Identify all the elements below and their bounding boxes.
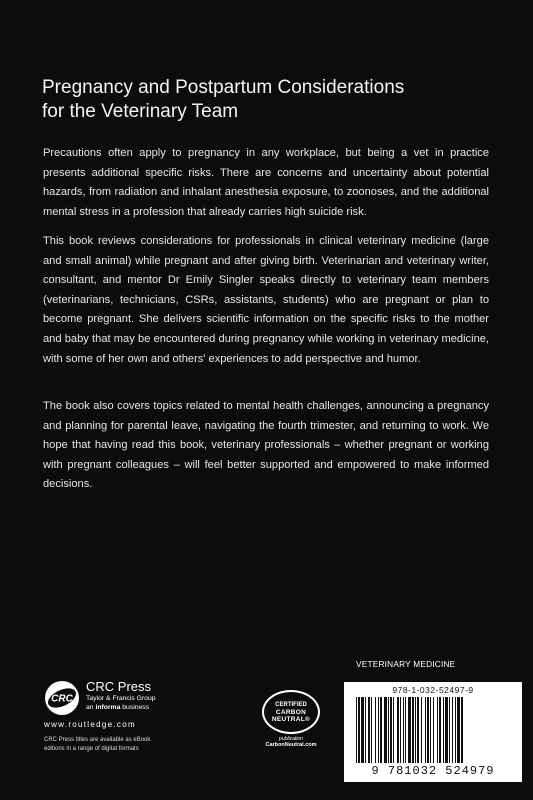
barcode-bar xyxy=(439,697,441,763)
blurb-paragraph-2: This book reviews considerations for professionals in clinical veterinary medicine (large and small animal) while pregnant and after giving birth. Veterinarian and veterinary writer, consultant, and mentor Dr Emily Singler speaks directly to veterinary team members (veterinarians, technicians, CSRs, assistants, students) who are pregnant or plan to become pregnant. She delivers scientific information on the specific risks to the mother and baby that may be encountered during pregnancy while working in veterinary medicine, with some of her own and others' experiences to add perspective and humor. xyxy=(43,235,489,365)
carbon-certified: CERTIFIED xyxy=(275,701,307,708)
barcode-bar xyxy=(443,697,444,763)
publisher-business xyxy=(86,703,156,712)
barcode-bar xyxy=(433,697,434,763)
title-line-2: for the Veterinary Team xyxy=(42,101,239,122)
barcode-bar xyxy=(415,697,416,763)
barcode-bar xyxy=(390,697,392,763)
barcode-bar xyxy=(457,697,460,763)
isbn-number: 978-1-032-52497-9 xyxy=(392,685,474,695)
barcode-bar xyxy=(421,697,422,763)
subject-category: VETERINARY MEDICINE xyxy=(356,659,456,669)
book-title xyxy=(42,76,482,124)
carbon-neutral-logo xyxy=(256,690,326,748)
barcode-bar xyxy=(356,697,357,763)
publisher-group: Taylor & Francis Group xyxy=(86,695,156,702)
barcode-bar xyxy=(375,697,376,763)
barcode-bar xyxy=(371,697,372,763)
barcode-bar xyxy=(425,697,426,763)
barcode-bar xyxy=(445,697,448,763)
barcode-bar xyxy=(393,697,394,763)
barcode-bar xyxy=(403,697,404,763)
crc-logo-text: CRC xyxy=(51,693,73,705)
ebook-note: CRC Press titles are available as eBook editions in a range of digital formats xyxy=(44,737,151,752)
barcode-bar xyxy=(412,697,414,763)
barcode-bar xyxy=(358,697,360,763)
barcode-bar xyxy=(427,697,429,763)
barcode-bar xyxy=(384,697,387,763)
crc-press-logo-icon xyxy=(44,680,80,716)
publisher-url: www.routledge.com xyxy=(44,720,136,729)
barcode-bar xyxy=(405,697,406,763)
barcode-bar xyxy=(368,697,370,763)
carbon-word: CARBON xyxy=(275,708,307,716)
title-line-1: Pregnancy and Postpartum Considerations xyxy=(42,77,405,98)
business-suffix: business xyxy=(120,704,150,711)
barcode-bar xyxy=(397,697,399,763)
carbon-publication: publication xyxy=(279,736,303,742)
carbon-url: CarbonNeutral.com xyxy=(265,742,317,748)
neutral-word: NEUTRAL® xyxy=(271,715,311,723)
barcode-bar xyxy=(452,697,453,763)
barcode-bar xyxy=(400,697,401,763)
carbon-neutral-icon xyxy=(262,690,320,734)
barcode-bar xyxy=(430,697,431,763)
barcode-bar xyxy=(361,697,364,763)
barcode-bar xyxy=(449,697,450,763)
barcode-bar xyxy=(461,697,463,763)
blurb-paragraph-1: Precautions often apply to pregnancy in any workplace, but being a vet in practice presents additional specific risks. There are concerns and uncertainty about potential hazards, from radiation and inhalant anesthesia exposure, to zoonoses, and the additional mental stress in a profession that already carries high suicide risk. xyxy=(43,147,489,218)
isbn-barcode xyxy=(344,682,522,782)
publisher-name: CRC Press xyxy=(86,679,152,694)
blurb-paragraph-3: The book also covers topics related to mental health challenges, announcing a pregnancy and planning for parental leave, navigating the fourth trimester, and returning to work. We hope that having read this book, veterinary professionals – whether pregnant or working with pregnant colleagues – will feel better supported and empowered to make informed decisions. xyxy=(43,400,489,491)
publisher-block xyxy=(86,680,156,712)
barcode-bar xyxy=(408,697,411,763)
barcode-digits: 9 781032 524979 xyxy=(371,764,495,778)
barcode-bar xyxy=(417,697,419,763)
barcode-bar xyxy=(365,697,366,763)
barcode-icon xyxy=(354,697,512,763)
barcode-bar xyxy=(437,697,438,763)
business-bold: informa xyxy=(95,704,121,711)
barcode-bar xyxy=(380,697,382,763)
barcode-bar xyxy=(388,697,389,763)
business-prefix: an xyxy=(86,704,96,711)
barcode-bar xyxy=(455,697,456,763)
barcode-bar xyxy=(378,697,379,763)
